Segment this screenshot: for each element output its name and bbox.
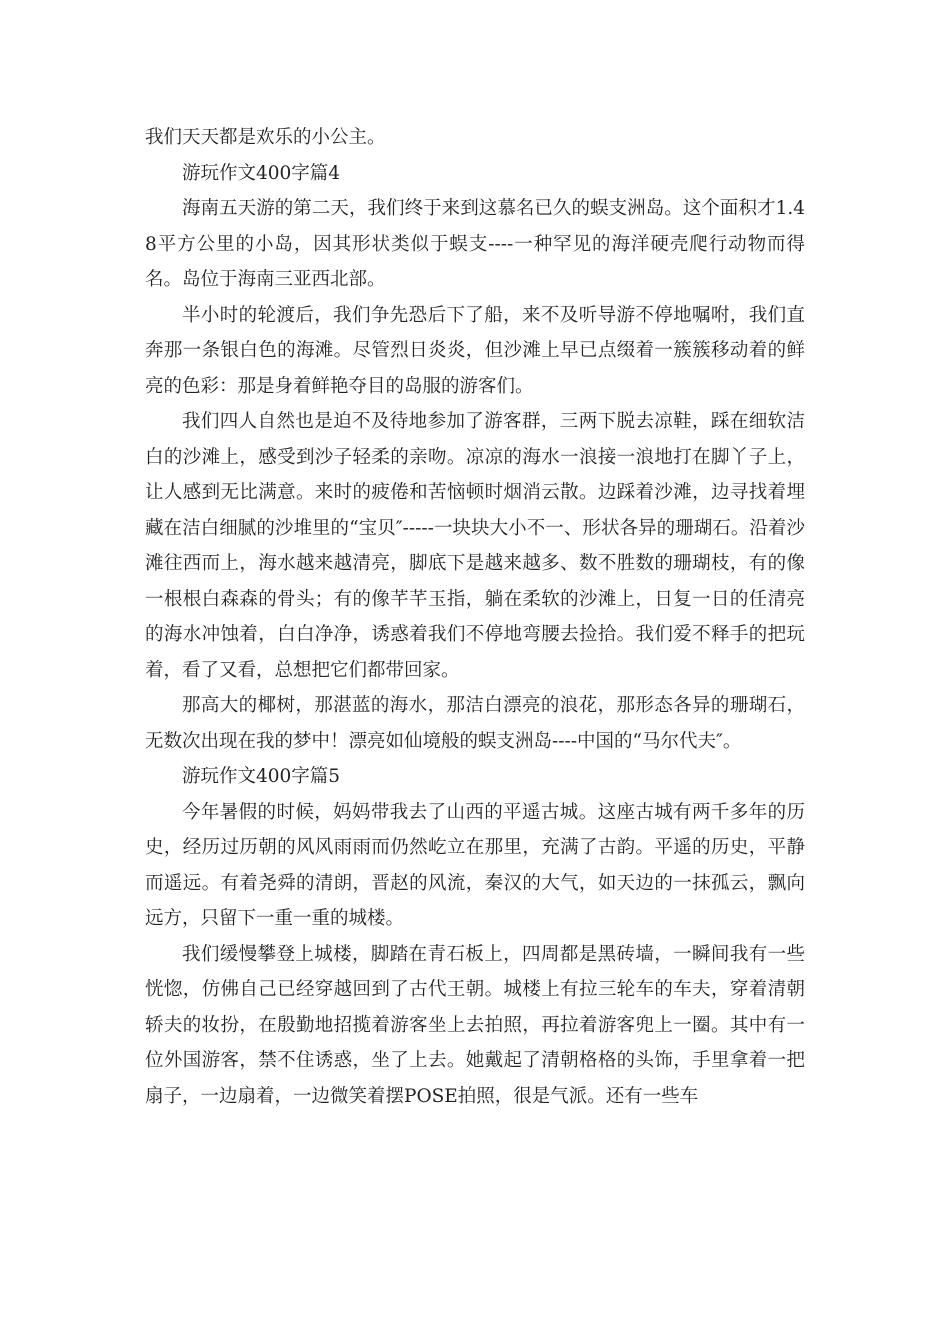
document-body bbox=[145, 120, 805, 1114]
paragraph: 我们四人自然也是迫不及待地参加了游客群，三两下脱去凉鞋，踩在细软洁白的沙滩上，感受到沙子轻柔的亲吻。凉凉的海水一浪接一浪地打在脚丫子上，让人感到无比满意。来时的疲倦和苦恼顿时烟消云散。边踩着沙滩，边寻找着埋藏在洁白细腻的沙堆里的“宝贝″-----一块块大小不一、形状各异的珊瑚石。沿着沙滩往西而上，海水越来越清亮，脚底下是越来越多、数不胜数的珊瑚枝，有的像一根根白森森的骨头；有的像芊芊玉指，躺在柔软的沙滩上，日复一日的任清亮的海水冲蚀着，白白净净，诱惑着我们不停地弯腰去捡拾。我们爱不释手的把玩着，看了又看，总想把它们都带回家。 bbox=[145, 411, 805, 681]
section-heading-4: 游玩作文400字篇4 bbox=[182, 162, 341, 184]
paragraph: 半小时的轮渡后，我们争先恐后下了船，来不及听导游不停地嘱咐，我们直奔那一条银白色的海滩。尽管烈日炎炎，但沙滩上早已点缀着一簇簇移动着的鲜亮的色彩：那是身着鲜艳夺目的岛服的游客们。 bbox=[145, 304, 805, 397]
paragraph: 海南五天游的第二天，我们终于来到这慕名已久的蜈支洲岛。这个面积才1.48平方公里的小岛，因其形状类似于蜈支----一种罕见的海洋硬壳爬行动物而得名。岛位于海南三亚西北部。 bbox=[145, 198, 805, 290]
section-heading-5: 游玩作文400字篇5 bbox=[182, 766, 341, 787]
paragraph-continuation: 我们天天都是欢乐的小公主。 bbox=[145, 127, 386, 148]
paragraph: 那高大的椰树，那湛蓝的海水，那洁白漂亮的浪花，那形态各异的珊瑚石，无数次出现在我的梦中！漂亮如仙境般的蜈支洲岛----中国的“马尔代夫″。 bbox=[145, 695, 805, 752]
paragraph: 我们缓慢攀登上城楼，脚踏在青石板上，四周都是黑砖墙，一瞬间我有一些恍惚，仿佛自己已经穿越回到了古代王朝。城楼上有拉三轮车的车夫，穿着清朝轿夫的妆扮，在殷勤地招揽着游客坐上去拍照，再拉着游客兜上一圈。其中有一位外国游客，禁不住诱惑，坐了上去。她戴起了清朝格格的头饰，手里拿着一把扇子，一边扇着，一边微笑着摆POSE拍照，很是气派。还有一些车 bbox=[145, 943, 805, 1107]
paragraph: 今年暑假的时候，妈妈带我去了山西的平遥古城。这座古城有两千多年的历史，经历过历朝的风风雨雨而仍然屹立在那里，充满了古韵。平遥的历史，平静而遥远。有着尧舜的清朗，晋赵的风流，秦汉的大气，如天边的一抹孤云，飘向远方，只留下一重一重的城楼。 bbox=[145, 801, 805, 929]
